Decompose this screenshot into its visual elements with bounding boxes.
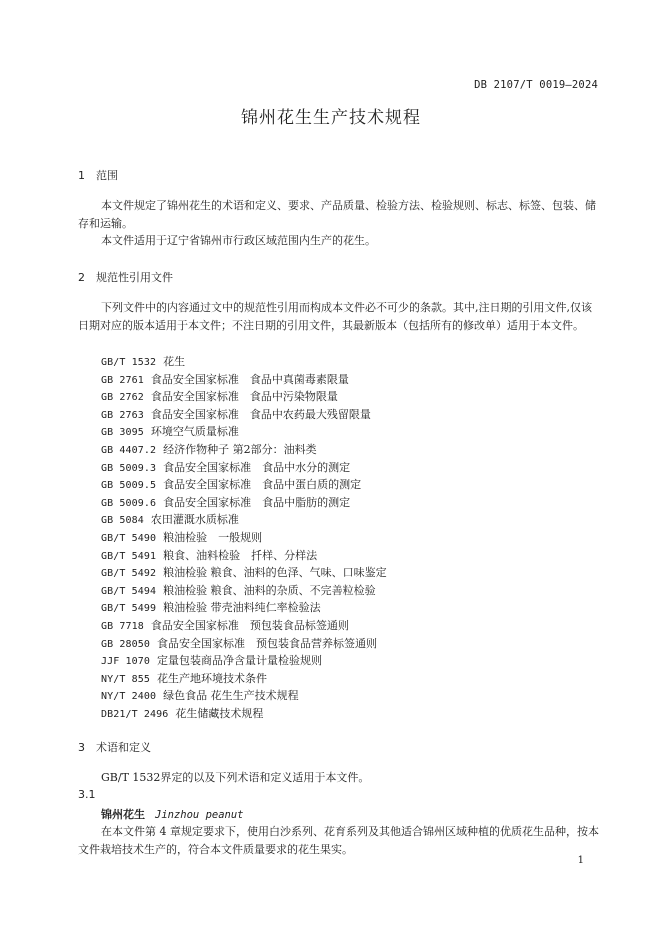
reference-code: GB 5009.3: [101, 462, 157, 474]
reference-title: 经济作物种子 第2部分：油料类: [163, 442, 317, 456]
reference-code: NY/T 2400: [101, 691, 157, 703]
reference-item: [101, 459, 387, 477]
reference-code: GB/T 1532: [101, 357, 157, 368]
reference-code: JJF 1070: [101, 656, 150, 668]
reference-code: GB 4407.2: [101, 444, 157, 456]
section-title: 规范性引用文件: [96, 271, 173, 284]
reference-code: GB 7718: [101, 620, 144, 632]
reference-item: [101, 652, 387, 670]
term-name-english: Jinzhou peanut: [155, 809, 244, 821]
reference-item: [101, 599, 387, 617]
reference-title: 食品安全国家标准 预包装食品标签通则: [150, 618, 349, 632]
reference-item: [101, 529, 387, 547]
reference-title: 食品安全国家标准 食品中污染物限量: [150, 390, 338, 404]
reference-item: [101, 617, 387, 635]
section-3-paragraph-1: GB/T 1532界定的以及下列术语和定义适用于本文件。: [101, 771, 370, 784]
term-number: 3.1: [78, 788, 96, 801]
reference-title: 食品安全国家标准 食品中真菌毒素限量: [150, 372, 349, 386]
reference-title: 食品安全国家标准 食品中脂肪的测定: [163, 495, 351, 509]
section-title: 术语和定义: [96, 741, 151, 754]
section-1-heading: [78, 167, 118, 183]
reference-title: 环境空气质量标准: [150, 425, 239, 439]
reference-title: 粮油检验 一般规则: [163, 530, 263, 544]
reference-item: [101, 564, 387, 582]
reference-title: 定量包装商品净含量计量检验规则: [156, 654, 322, 668]
reference-item: [101, 406, 387, 424]
reference-item: [101, 476, 387, 494]
page-number: 1: [577, 855, 584, 866]
reference-code: GB/T 5491: [101, 550, 157, 562]
reference-title: 食品安全国家标准 食品中蛋白质的测定: [163, 478, 362, 492]
section-1-paragraph-2: 本文件适用于辽宁省锦州市行政区域范围内生产的花生。: [101, 234, 376, 247]
reference-item: [101, 705, 387, 723]
reference-item: [101, 388, 387, 406]
reference-item: [101, 670, 387, 688]
reference-item: [101, 687, 387, 705]
reference-code: GB 2763: [101, 409, 144, 421]
reference-item: [101, 371, 387, 389]
reference-code: GB 3095: [101, 427, 144, 439]
section-number: 2: [78, 271, 85, 284]
reference-code: NY/T 855: [101, 673, 150, 685]
term-name: [101, 806, 244, 822]
normative-reference-list: [101, 353, 387, 722]
reference-item: [101, 635, 387, 653]
reference-title: 食品安全国家标准 预包装食品营养标签通则: [156, 636, 377, 650]
reference-item: [101, 582, 387, 600]
reference-code: GB 5009.6: [101, 497, 157, 509]
reference-code: GB 28050: [101, 638, 150, 650]
reference-code: GB/T 5499: [101, 603, 157, 615]
section-1-paragraph-1: 本文件规定了锦州花生的术语和定义、要求、产品质量、检验方法、检验规则、标志、标签、包装、储存和运输。: [78, 199, 596, 230]
reference-title: 食品安全国家标准 食品中水分的测定: [163, 460, 351, 474]
document-code: DB 2107/T 0019—2024: [474, 79, 598, 91]
section-number: 3: [78, 741, 85, 754]
reference-code: GB 5084: [101, 515, 144, 527]
reference-code: GB/T 5492: [101, 568, 157, 580]
reference-code: GB/T 5490: [101, 532, 157, 544]
reference-code: GB 5009.5: [101, 480, 157, 492]
document-title: 锦州花生生产技术规程: [241, 108, 421, 128]
reference-item: [101, 511, 387, 529]
section-3-heading: [78, 739, 151, 755]
reference-title: 花生: [163, 355, 186, 368]
reference-code: GB 2761: [101, 374, 144, 386]
reference-item: [101, 494, 387, 512]
reference-item: [101, 353, 387, 371]
reference-title: 食品安全国家标准 食品中农药最大残留限量: [150, 407, 371, 421]
section-2-heading: [78, 269, 173, 285]
reference-item: [101, 547, 387, 565]
term-definition: 在本文件第 4 章规定要求下，使用白沙系列、花育系列及其他适合锦州区域种植的优质花生品种，按本文件栽培技术生产的，符合本文件质量要求的花生果实。: [78, 825, 599, 856]
reference-title: 绿色食品 花生生产技术规程: [163, 689, 299, 703]
reference-code: GB 2762: [101, 392, 144, 404]
section-2-paragraph-1: 下列文件中的内容通过文中的规范性引用而构成本文件必不可少的条款。其中,注日期的引用文件,仅该日期对应的版本适用于本文件；不注日期的引用文件，其最新版本（包括所有的修改单）适用于本文件。: [78, 301, 592, 332]
section-title: 范围: [96, 169, 118, 182]
reference-title: 粮油检验 粮食、油料的杂质、不完善粒检验: [163, 583, 376, 597]
reference-title: 粮油检验 粮食、油料的色泽、气味、口味鉴定: [163, 566, 387, 580]
reference-code: DB21/T 2496: [101, 708, 169, 720]
reference-title: 花生储藏技术规程: [175, 706, 264, 720]
reference-title: 花生产地环境技术条件: [156, 671, 267, 685]
reference-title: 农田灌溉水质标准: [150, 513, 239, 527]
reference-title: 粮油检验 带壳油料纯仁率检验法: [163, 601, 321, 615]
reference-code: GB/T 5494: [101, 585, 157, 597]
reference-title: 粮食、油料检验 扦样、分样法: [163, 548, 318, 562]
reference-item: [101, 423, 387, 441]
section-number: 1: [78, 169, 85, 182]
term-name-chinese: 锦州花生: [101, 808, 145, 821]
reference-item: [101, 441, 387, 459]
